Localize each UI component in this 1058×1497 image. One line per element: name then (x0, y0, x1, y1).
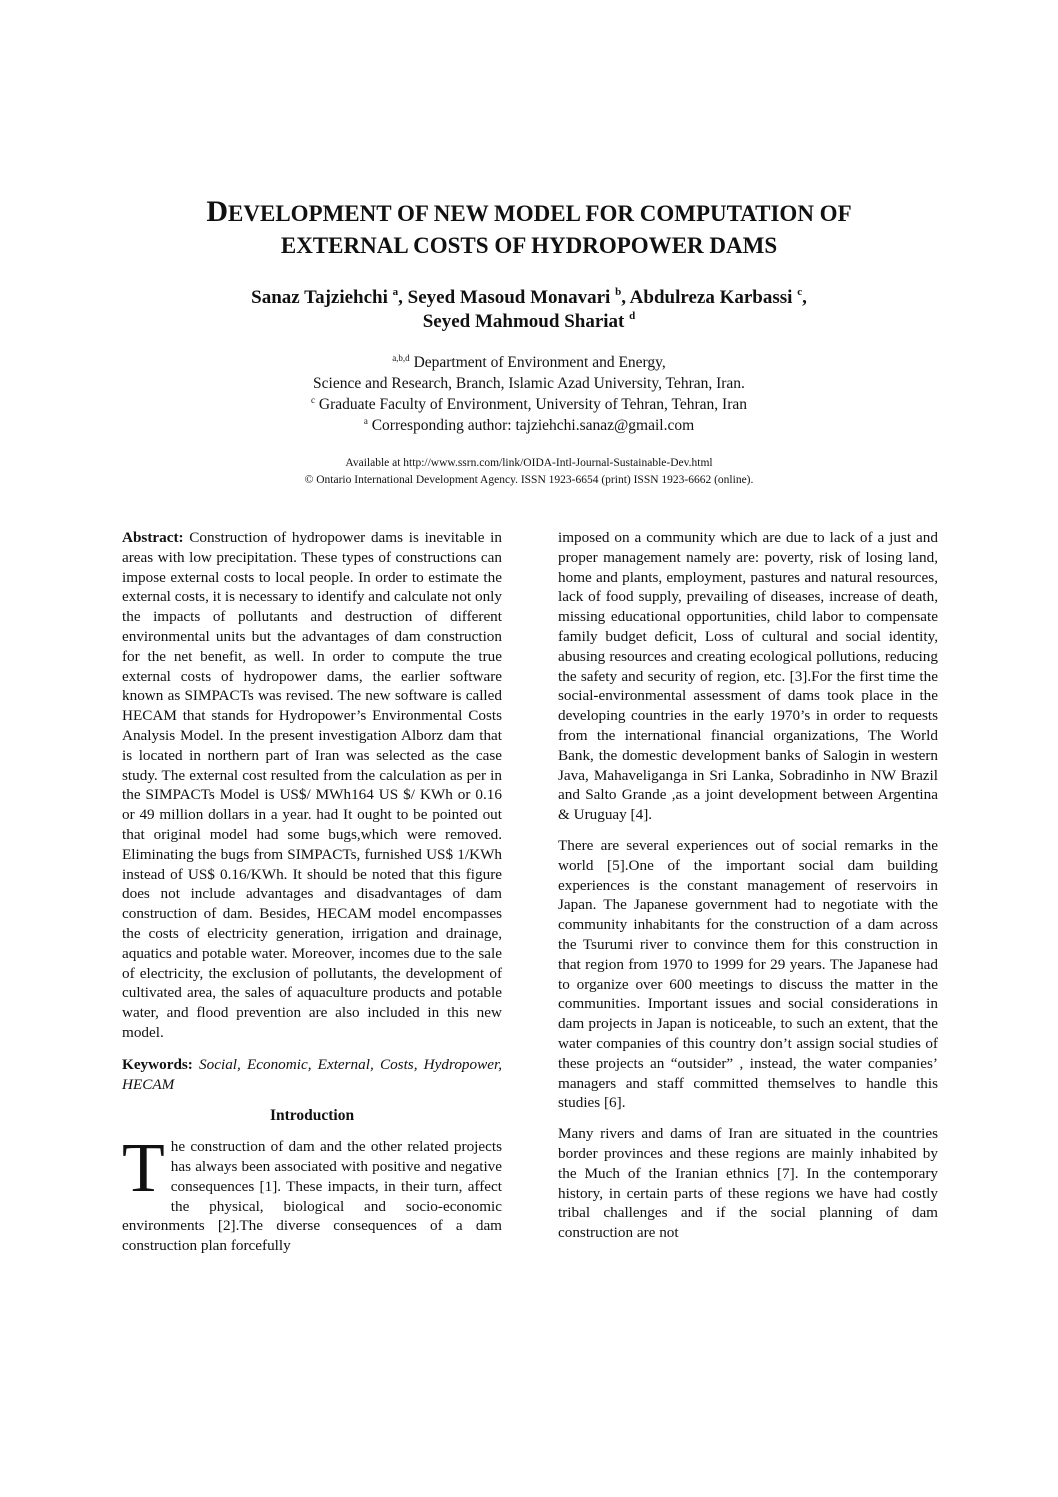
affiliation-line: Science and Research, Branch, Islamic Azad University, Tehran, Iran. (313, 375, 745, 392)
author-name: Sanaz Tajziehchi (251, 287, 388, 308)
author-separator: , (802, 287, 807, 308)
abstract (122, 528, 502, 1043)
availability-url-line[interactable]: Available at http://www.ssrn.com/link/OIDA-Intl-Journal-Sustainable-Dev.html (345, 457, 713, 469)
drop-cap: T (122, 1130, 165, 1208)
affiliations (120, 352, 938, 436)
affiliation-mark: a (363, 416, 368, 426)
affiliation-line (120, 394, 938, 415)
author-name: Abdulreza Karbassi (629, 287, 793, 308)
keywords-list: Social, Economic, External, Costs, Hydropower, HECAM (122, 1055, 502, 1093)
abstract-text: Construction of hydropower dams is inevitable in areas with low precipitation. These types of constructions can impose external costs to local people. In order to estimate the external costs, it is necessary to identify and calculate not only the impacts of pollutants and destruction of different environmental units but the advantages of dam construction for the net benefit, as well. In order to compute the true external costs of hydropower dams, the earlier software known as SIMPACTs was revised. The new software is called HECAM that stands for Hydropower’s Environmental Costs Analysis Model. In the present investigation Alborz dam that is located in northern part of Iran was selected as the case study. The external cost resulted from the calculation as per in the SIMPACTs Model is US$/ MWh164 US $/ KWh or 0.16 or 49 million dollars in a year. had It ought to be pointed out that original model had some bugs,which were removed. Eliminating the bugs from SIMPACTs, furnished US$ 1/KWh instead of US$ 0.16/KWh. It should be noted that this figure does not include advantages and disadvantages of dam construction of dam. Besides, HECAM model encompasses the costs of electricity generation, irrigation and drainage, aquatics and potable water. Moreover, incomes due to the sale of electricity, the exclusion of pollutants, the development of cultivated area, the sales of aquaculture products and potable water, and flood prevention are also included in this new model. (122, 529, 502, 1041)
title-line-1 (120, 196, 938, 230)
introduction-heading: Introduction (269, 1107, 355, 1125)
affiliation-text: Department of Environment and Energy, (409, 354, 666, 371)
author-separator: , (398, 287, 408, 308)
abstract-label: Abstract: (122, 529, 184, 546)
keywords-label: Keywords: (122, 1055, 193, 1073)
affiliation-mark: c (311, 395, 315, 405)
introduction-paragraph-1-continued: imposed on a community which are due to lack of a just and proper management namely are: poverty, risk of losing land, home and plants, employment, pastures and natural resources, lack of food supply, prevailing of diseases, increase of death, missing educational opportunities, child labor to compensate family budget deficit, Loss of cultural and social identity, abusing resources and creating ecological pollutions, reducing the safety and security of region, etc. [3].For the first time the social-environmental assessment of dams took place in the developing countries in the early 1970’s in order to requests from the international financial organizations, The World Bank, the domestic development banks of Salogin in western Java, Mahaveliganga in Sri Lanka, Sobradinho in NW Brazil and Salto Grande ,as a joint development between Argentina & Uruguay [4]. (558, 529, 938, 824)
title-initial: D (206, 195, 229, 228)
affiliation-line (120, 352, 938, 373)
author-affiliation-mark: a (392, 286, 399, 298)
title-line-2: EXTERNAL COSTS OF HYDROPOWER DAMS (280, 233, 778, 258)
introduction-paragraph-3: Many rivers and dams of Iran are situated in the countries border provinces and these regions are mainly inhabited by the Much of the Iranian ethnics [7]. In the contemporary history, in certain parts of these regions we have had costly tribal challenges and if the social planning of dam construction are not (558, 1125, 938, 1242)
author-name: Seyed Masoud Monavari (407, 287, 611, 308)
author-name: Seyed Mahmoud Shariat (422, 311, 625, 332)
paper-title (120, 196, 938, 262)
corresponding-author-email[interactable]: Corresponding author: tajziehchi.sanaz@gmail.com (367, 417, 695, 434)
affiliation-text: Graduate Faculty of Environment, University of Tehran, Tehran, Iran (315, 396, 747, 413)
availability-notice (120, 455, 938, 489)
introduction-paragraph-1-left: he construction of dam and the other related projects has always been associated with positive and negative consequences [1]. These impacts, in their turn, affect the physical, biological and socio-economic environments [2].The diverse consequences of a dam construction plan forcefully (122, 1138, 502, 1255)
author-affiliation-mark: d (629, 310, 636, 322)
title-line-1-text: EVELOPMENT OF NEW MODEL FOR COMPUTATION OF (228, 201, 852, 226)
author-list (120, 286, 938, 334)
affiliation-mark: a,b,d (392, 353, 410, 363)
copyright-issn-line: © Ontario International Development Agency. ISSN 1923-6654 (print) ISSN 1923-6662 (online). (304, 474, 754, 486)
author-affiliation-mark: b (615, 286, 622, 298)
author-affiliation-mark: c (797, 286, 803, 298)
corresponding-author-line (120, 415, 938, 436)
introduction-paragraph-1 (122, 1130, 502, 1256)
introduction-paragraph-2: There are several experiences out of social remarks in the world [5].One of the important social dam building experiences is the constant management of reservoirs in Japan. The Japanese government had to negotiate with the community inhabitants for the construction of a dam across the Tsurumi river to convince them for this construction in that region from 1970 to 1999 for 29 years. The Japanese had to organize over 600 meetings to discuss the matter in the communities. Important issues and social considerations in dam projects in Japan is noticeable, to such an extent, that the water companies of this country don’t assign social studies of these projects an “outsider” , instead, the water companies’ managers and staff committed themselves to handle this studies [6]. (558, 836, 938, 1112)
left-column (122, 528, 502, 1256)
keywords (122, 1055, 502, 1095)
author-separator: , (621, 287, 630, 308)
right-column (558, 528, 938, 1243)
